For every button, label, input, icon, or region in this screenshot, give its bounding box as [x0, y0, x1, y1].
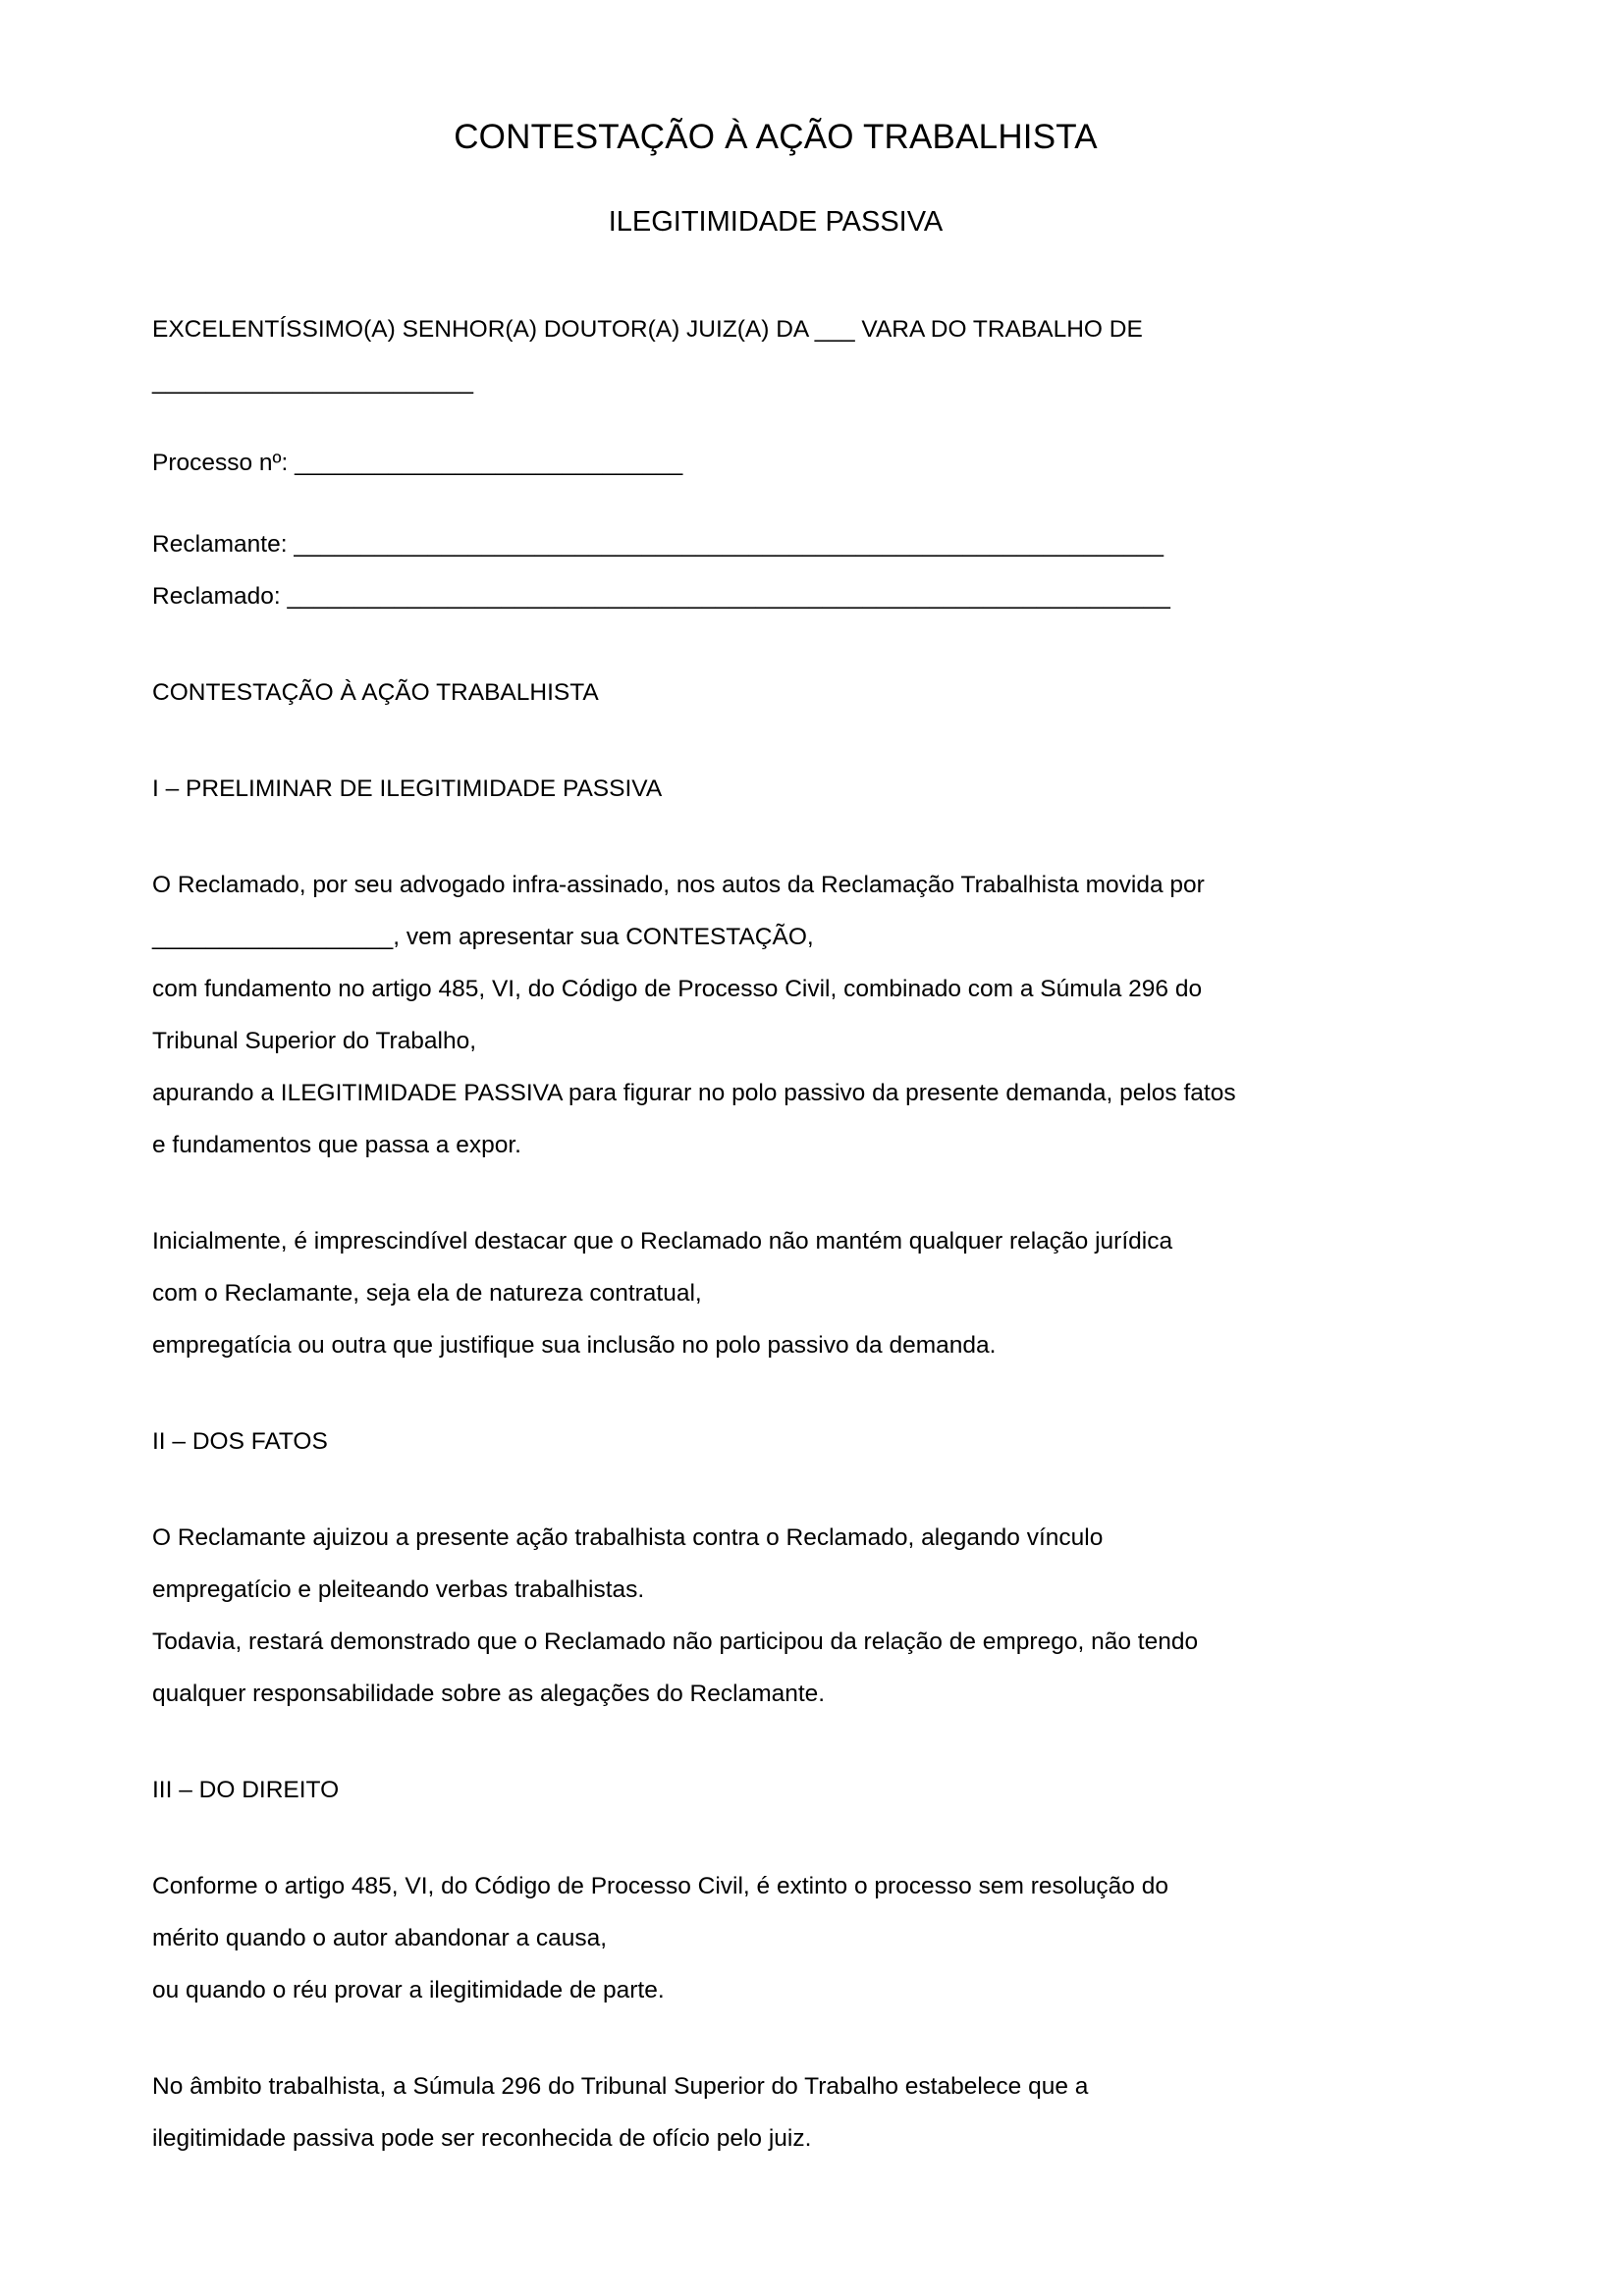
field-reclamante: [152, 518, 1399, 570]
section-heading-iii: III – DO DIREITO: [152, 1777, 340, 1803]
field-processo: [152, 437, 1399, 489]
spacer: [152, 2016, 1399, 2060]
spacer: [152, 1816, 1399, 1860]
document-type-line: CONTESTAÇÃO À AÇÃO TRABALHISTA: [152, 679, 599, 706]
field-reclamado-label: Reclamado:: [152, 583, 288, 610]
page-subtitle: ILEGITIMIDADE PASSIVA: [608, 206, 944, 238]
paragraph-line: Inicialmente, é imprescindível destacar que o Reclamado não mantém qualquer relação jurídica: [152, 1228, 1173, 1255]
section-heading-ii: II – DOS FATOS: [152, 1428, 328, 1455]
field-reclamado: [152, 570, 1399, 622]
addressee-suffix: VARA DO TRABALHO DE: [854, 316, 1143, 343]
spacer: [152, 1371, 1399, 1415]
section-iii-paragraph-1: [152, 1860, 1399, 2016]
section-heading-i: I – PRELIMINAR DE ILEGITIMIDADE PASSIVA: [152, 775, 663, 802]
document-content: [152, 0, 1399, 2164]
page-title: CONTESTAÇÃO À AÇÃO TRABALHISTA: [454, 118, 1098, 156]
paragraph-line: qualquer responsabilidade sobre as alegações do Reclamante.: [152, 1681, 826, 1707]
spacer: [152, 1468, 1399, 1512]
spacer: [152, 1720, 1399, 1764]
comarca-blank[interactable]: ________________________: [152, 368, 474, 395]
section-i-paragraph-2: [152, 1215, 1399, 1371]
paragraph-line: No âmbito trabalhista, a Súmula 296 do Tribunal Superior do Trabalho estabelece que a: [152, 2073, 1089, 2100]
paragraph-line: empregatícia ou outra que justifique sua inclusão no polo passivo da demanda.: [152, 1332, 997, 1359]
field-processo-blank[interactable]: _____________________________: [295, 450, 683, 476]
section-i-paragraph-1: [152, 859, 1399, 1171]
section-iii-paragraph-2: [152, 2060, 1399, 2164]
paragraph-line: ilegitimidade passiva pode ser reconhecida de ofício pelo juiz.: [152, 2125, 812, 2152]
paragraph-line: O Reclamante ajuizou a presente ação trabalhista contra o Reclamado, alegando vínculo: [152, 1524, 1104, 1551]
field-processo-label: Processo nº:: [152, 450, 296, 476]
comarca-line: [152, 355, 1399, 407]
spacer: [152, 1171, 1399, 1215]
field-reclamante-label: Reclamante:: [152, 531, 295, 558]
spacer: [152, 489, 1399, 518]
addressee-prefix: EXCELENTÍSSIMO(A) SENHOR(A) DOUTOR(A) JUIZ(A) DA: [152, 316, 815, 343]
section-ii-paragraph-1: [152, 1512, 1399, 1720]
spacer: [152, 237, 1399, 303]
spacer: [152, 719, 1399, 763]
paragraph-line: com fundamento no artigo 485, VI, do Código de Processo Civil, combinado com a Súmula 296 do: [152, 976, 1203, 1002]
field-reclamante-blank[interactable]: _________________________________________________________________: [294, 531, 1164, 558]
paragraph-line: Conforme o artigo 485, VI, do Código de Processo Civil, é extinto o processo sem resolução do: [152, 1873, 1168, 1899]
paragraph-line: apurando a ILEGITIMIDADE PASSIVA para figurar no polo passivo da presente demanda, pelos fatos: [152, 1080, 1236, 1106]
paragraph-line: __________________, vem apresentar sua CONTESTAÇÃO,: [152, 924, 814, 950]
paragraph-line: Todavia, restará demonstrado que o Reclamado não participou da relação de emprego, não tendo: [152, 1629, 1199, 1655]
addressee-line: [152, 303, 1399, 355]
vara-number-blank[interactable]: ___: [814, 316, 855, 343]
spacer: [152, 815, 1399, 859]
paragraph-line: empregatício e pleiteando verbas trabalhistas.: [152, 1576, 645, 1603]
paragraph-line: Tribunal Superior do Trabalho,: [152, 1028, 477, 1054]
paragraph-line: com o Reclamante, seja ela de natureza contratual,: [152, 1280, 702, 1307]
spacer: [152, 407, 1399, 437]
paragraph-line: e fundamentos que passa a expor.: [152, 1132, 521, 1158]
field-reclamado-blank[interactable]: __________________________________________________________________: [287, 583, 1170, 610]
spacer: [152, 622, 1399, 667]
paragraph-line: mérito quando o autor abandonar a causa,: [152, 1925, 608, 1951]
paragraph-line: ou quando o réu provar a ilegitimidade de parte.: [152, 1977, 665, 2003]
paragraph-line: O Reclamado, por seu advogado infra-assinado, nos autos da Reclamação Trabalhista movida por: [152, 872, 1205, 898]
